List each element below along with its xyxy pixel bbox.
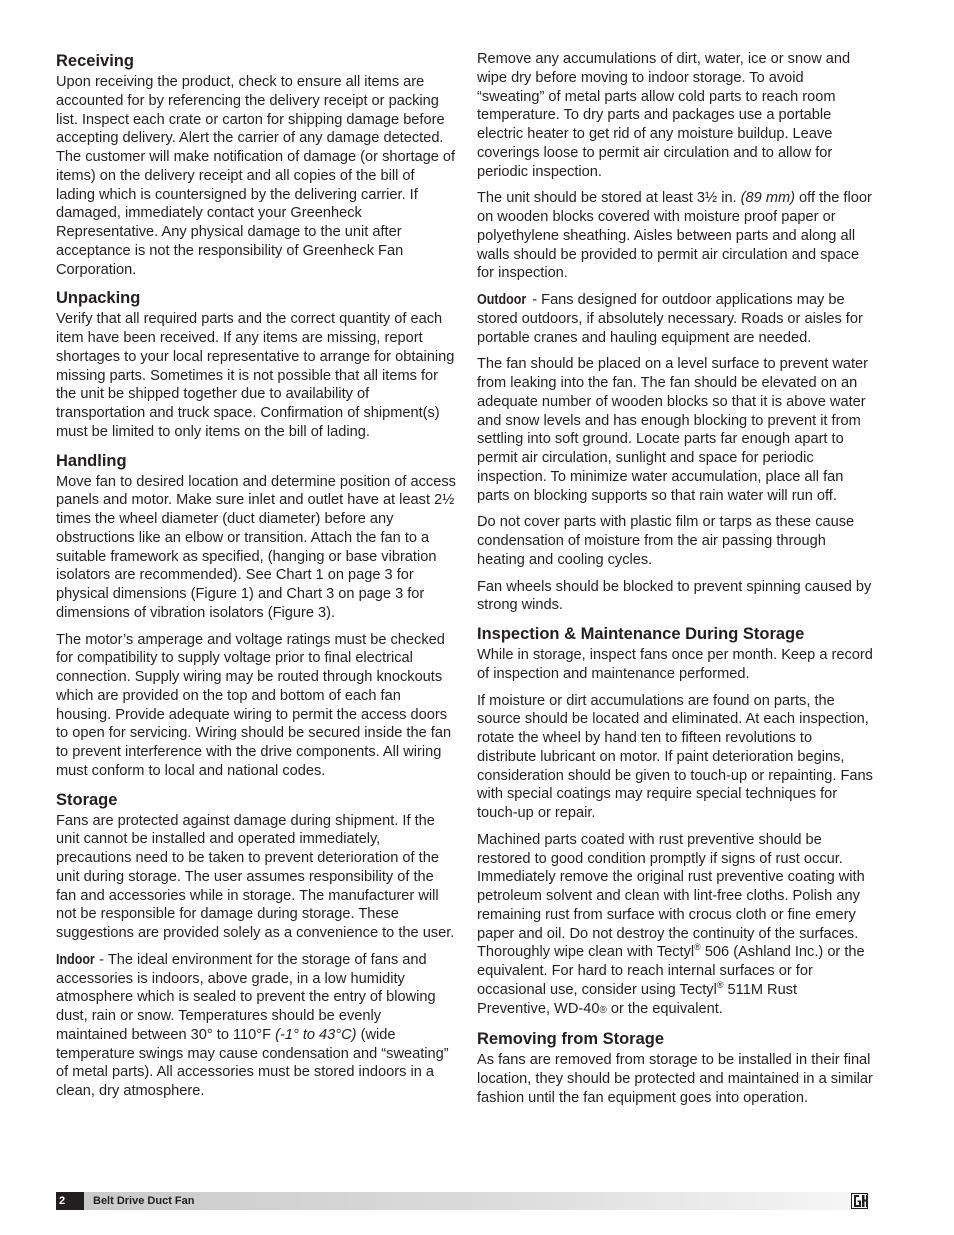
heading-inspection: Inspection & Maintenance During Storage (477, 625, 805, 643)
page-number: 2 (56, 1192, 84, 1210)
inspection-text-2: If moisture or dirt accumulations are found on parts, the source should be located and eliminated. At each inspection, rotate the wheel by hand ten to fifteen revolutions to distribute lubricant on motor. If paint deterioration begins, consideration should be given to touch-up or repainting. Fans with special coatings may require special techniques for touch-up or repair. (477, 692, 873, 821)
storage-cont-text-5: Do not cover parts with plastic film or tarps as these cause condensation of moisture from the air passing through heating and cooling cycles. (477, 514, 855, 568)
outdoor-label: Outdoor (477, 292, 527, 308)
storage-height-metric: (89 mm) (740, 190, 795, 207)
greenheck-logo-icon (851, 1193, 868, 1209)
storage-height-text-b: off the floor on wooden blocks covered with moisture proof paper or polyethylene sheathing. Aisles between parts and along all walls should be provided to permit air circulation and space for inspection. (477, 190, 872, 282)
storage-cont-text-4: The fan should be placed on a level surface to prevent water from leaking into the fan. The fan should be elevated on an adequate number of wooden blocks so that it is above water and snow levels and has enough blocking to prevent it from settling into soft ground. Locate parts far enough apart to permit air circulation, sunlight and space for periodic inspection. To minimize water accumulation, place all fan parts on blocking supports so that rain water will run off. (477, 356, 869, 504)
removing-text: As fans are removed from storage to be installed in their final location, they should be protected and maintained in a similar fashion until the fan equipment goes into operation. (477, 1052, 873, 1106)
outdoor-text: - Fans designed for outdoor applications may be stored outdoors, if absolutely necessary. Roads or aisles for portable cranes and hauling equipment are needed. (477, 292, 863, 346)
registered-mark: ® (694, 942, 701, 953)
storage-outdoor-text (477, 291, 873, 347)
handling-text-1: Move fan to desired location and determine position of access panels and motor. Make sure inlet and outlet have at least 2½ times the wheel diameter (duct diameter) before any obstructions like an elbow or transition. Attach the fan to a suitable framework as specified, (hanging or base vibration isolators are recommended). See Chart 1 on page 3 for physical dimensions (Figure 1) and Chart 3 on page 3 for dimensions of vibration isolators (Figure 3). (56, 473, 456, 621)
section-inspection (477, 623, 873, 1020)
handling-text-2: The motor’s amperage and voltage ratings must be checked for compatibility to supply voltage prior to final electrical connection. Supply wiring may be routed through knockouts which are provided on the top and bottom of each fan housing. Provide adequate wiring to permit the access doors to open for servicing. Wiring should be secured inside the fan to prevent interference with the drive components. All wiring must conform to local and national codes. (56, 631, 452, 779)
registered-mark: ® (716, 979, 724, 990)
inspection-text-3 (477, 831, 873, 1021)
inspection-text-3c: 511M Rust Preventive, WD-40 (477, 981, 798, 1017)
indoor-text-b: (wide temperature swings may cause condensation and “sweating” of metal parts). All accessories must be stored indoors in a clean, dry atmosphere. (56, 1026, 449, 1099)
section-handling (56, 450, 456, 781)
heading-receiving: Receiving (56, 52, 134, 70)
storage-height-text-a: The unit should be stored at least 3½ in. (477, 190, 741, 207)
receiving-text: Upon receiving the product, check to ensure all items are accounted for by referencing the delivery receipt or packing list. Inspect each crate or carton for shipping damage before accepting delivery. Alert the carrier of any damage detected. The customer will make notification of damage (or shortage of items) on the delivery receipt and all copies of the bill of lading which is countersigned by the delivering carrier. If damaged, immediately contact your Greenheck Representative. Any physical damage to the unit after acceptance is not the responsibility of Greenheck Fan Corporation. (56, 74, 456, 278)
section-removing (477, 1028, 873, 1107)
storage-cont-text-2 (477, 189, 873, 283)
left-column (56, 50, 456, 1109)
section-storage (56, 789, 456, 1101)
page-footer (56, 1192, 869, 1210)
storage-cont-text-1: Remove any accumulations of dirt, water, ice or snow and wipe dry before moving to indoor storage. To avoid “sweating” of metal parts allow cold parts to reach room temperature. To dry parts and packages use a portable electric heater to get rid of any moisture buildup. Leave coverings loose to permit air circulation and to allow for periodic inspection. (477, 51, 851, 180)
footer-title: Belt Drive Duct Fan (93, 1195, 195, 1207)
section-receiving (56, 50, 456, 279)
inspection-text-1: While in storage, inspect fans once per month. Keep a record of inspection and maintenance performed. (477, 647, 873, 682)
heading-removing: Removing from Storage (477, 1030, 665, 1049)
right-column (477, 50, 873, 1116)
inspection-text-3d: or the equivalent. (606, 1000, 723, 1017)
section-unpacking (56, 287, 456, 441)
unpacking-text: Verify that all required parts and the correct quantity of each item have been received. If any items are missing, report shortages to your local representative to arrange for obtaining missing parts. Sometimes it is not possible that all items for the unit be shipped together due to availability of transportation and truck space. Confirmation of shipment(s) must be limited to only items on the bill of lading. (56, 311, 455, 440)
heading-storage: Storage (56, 790, 118, 809)
storage-indoor-text (56, 951, 456, 1101)
storage-cont-text-6: Fan wheels should be blocked to prevent spinning caused by strong winds. (477, 578, 872, 614)
storage-text-1: Fans are protected against damage during shipment. If the unit cannot be installed and operated immediately, precautions need to be taken to prevent deterioration of the unit during storage. The user assumes responsibility of the fan and accessories while in storage. The manufacturer will not be responsible for damage during storage. These suggestions are provided solely as a convenience to the user. (56, 812, 455, 941)
indoor-text-a: - The ideal environment for the storage of fans and accessories is indoors, above grade, in a low humidity atmosphere which is sealed to prevent the entry of blowing dust, rain or snow. Temperatures should be evenly maintained between 30° to 110°F (56, 951, 436, 1043)
heading-unpacking: Unpacking (56, 289, 141, 308)
section-storage-continued (477, 50, 873, 615)
inspection-text-3a: Machined parts coated with rust preventive should be restored to good condition promptly if signs of rust occur. Immediately remove the original rust preventive coating with petroleum solvent and clean with lint-free cloths. Polish any remaining rust from surface with crocus cloth or fine emery paper and oil. Do not destroy the continuity of the surfaces. Thoroughly wipe clean with Tectyl (477, 831, 865, 961)
indoor-temp-metric: (-1° to 43°C) (275, 1026, 357, 1043)
heading-handling: Handling (56, 451, 127, 470)
indoor-label: Indoor (56, 951, 95, 968)
registered-mark: ® (599, 1004, 607, 1016)
inspection-text-3b: 506 (Ashland Inc.) or the equivalent. For hard to reach internal surfaces or for occasional use, consider using Tectyl (477, 944, 865, 998)
